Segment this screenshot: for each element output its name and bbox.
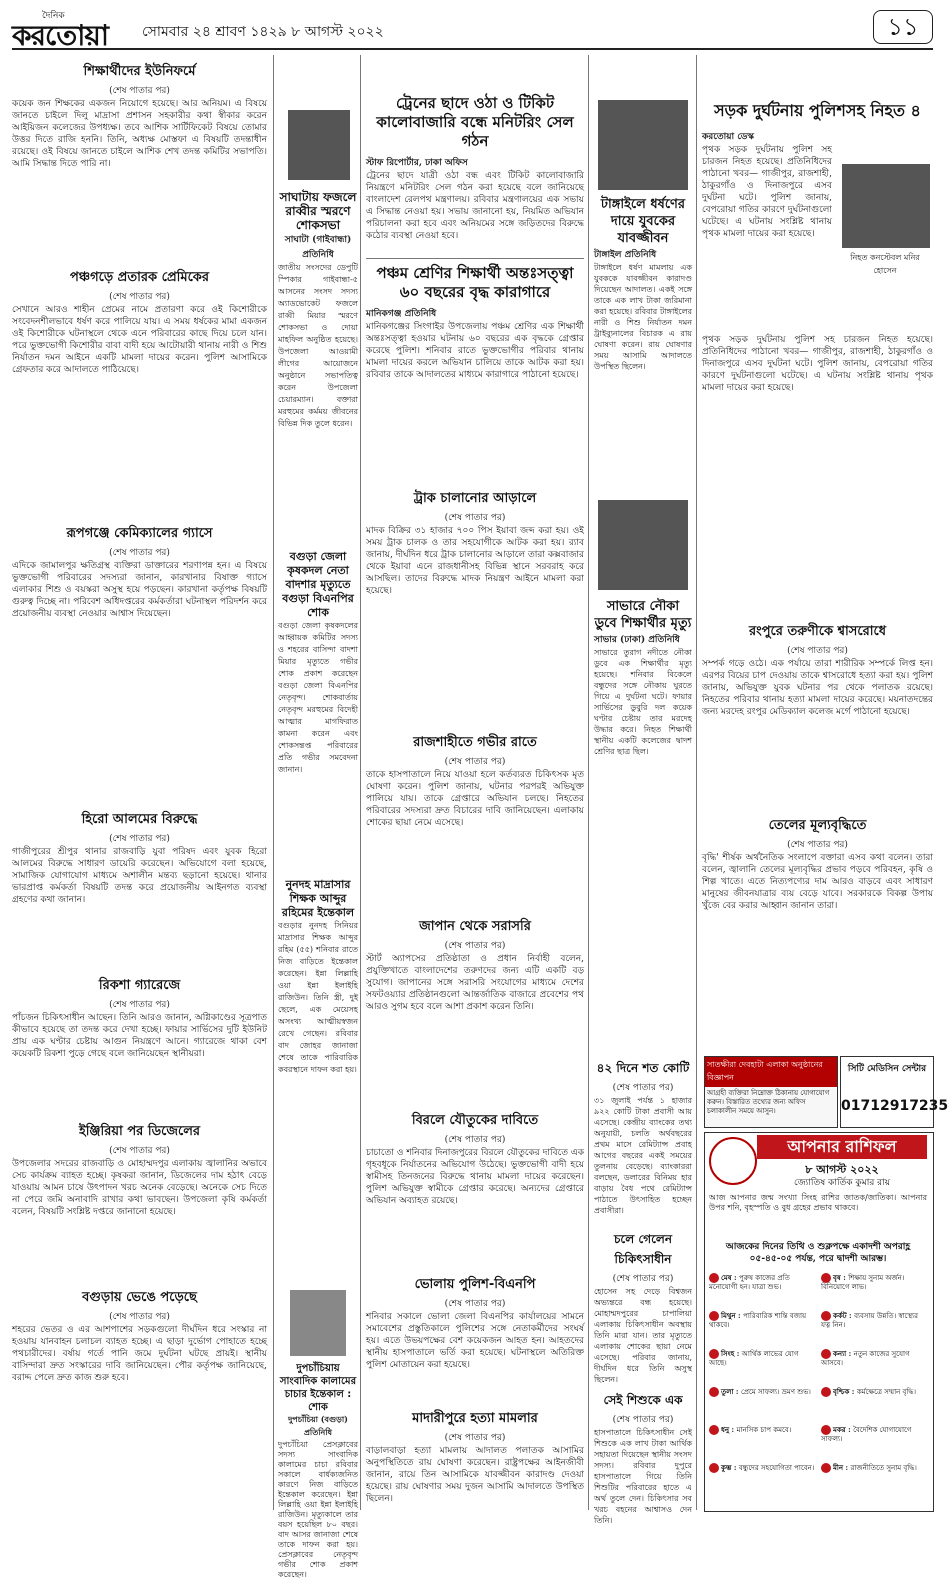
zodiac-text: শিক্ষায় সুনাম অর্জন। বিনিয়োগে লাভ। [821,1274,905,1291]
headline: পঞ্চগড়ে প্রতারক প্রেমিকের [69,270,210,285]
byline: দুপচাঁচিয়া (বগুড়া) প্রতিনিধি [288,1414,348,1437]
zodiac-icon [709,1273,719,1283]
article-body: পৃথক সড়ক দুর্ঘটনায় পুলিশ সহ চারজন নিহত হয়েছে। প্রতিনিধিদের পাঠানো খবর— গাজীপুর, রাজশাহী, ঠাকুরগাঁও ও দিনাজপুরে এসব দুর্ঘটনা ঘটে। পুলিশ জানায়, বেপরোয়া গতির কারণে দুর্ঘটনাগুলো ঘটেছে। এ ঘটনায় সংশ্লিষ্ট থানায় পৃথক মামলা দায়ের করা হয়েছে। [702,335,933,393]
headline: বগুড়া জেলা কৃষকদল নেতা বাদশার মৃত্যুতে বগুড়া বিএনপির শোক [282,550,354,619]
continuation: (শেষ পাতার পর) [109,1312,170,1322]
byline: মানিকগঞ্জ প্রতিনিধি [366,309,437,319]
headline: দুপচাঁচিয়ায় সাংবাদিক কালামের চাচার ইন্তেকাল : শোক [279,1363,357,1413]
ad-title: সিটি মেডিসিন সেন্টার [847,1064,927,1074]
zodiac-sign-entry [709,1273,815,1309]
zodiac-name: কুম্ভ : [721,1463,739,1472]
dateline: সোমবার ২৪ শ্রাবণ ১৪২৯ ৮ আগস্ট ২০২২ [142,24,384,40]
column-divider [360,55,361,1510]
horoscope-box [704,1132,934,1512]
zodiac-sign-entry [709,1349,815,1385]
zodiac-sign-entry [821,1463,927,1499]
article-body: বগুড়া জেলা কৃষকদলের আহ্বায়ক কমিটির সদস্য ও শহরের বাসিন্দা বাদশা মিয়ার মৃত্যুতে গভীর শোক প্রকাশ করেছেন বগুড়া জেলা বিএনপির নেতৃবৃন্দ। শোকবার্তায় নেতৃবৃন্দ মরহুমের বিদেহী আত্মার মাগফিরাত কামনা করেন এবং শোকসন্তপ্ত পরিবারের প্রতি গভীর সমবেদনা জানান। [278,621,358,774]
headline: ৪২ দিনে শত কোটি [596,1061,690,1075]
zodiac-sign-entry [821,1425,927,1461]
column-4-bottom [594,1060,692,1525]
continuation: (শেষ পাতার পর) [444,513,506,523]
headline: ট্রেনের ছাদে ওঠা ও টিকিট কালোবাজারি বন্ধে মনিটরিং সেল গঠন [376,94,574,150]
continuation: (শেষ পাতার পর) [787,646,848,656]
continuation: (শেষ পাতার পর) [612,1415,674,1425]
zodiac-name: মেষ : [721,1273,740,1282]
page-number: ১১ [873,10,933,44]
headline: ইঞ্জিরিয়া পর ডিজেলের [78,1124,201,1139]
article-body: সম্পর্ক গড়ে ওঠে। এক পর্যায়ে তারা শারীরিক সম্পর্কে লিপ্ত হন। এরপর বিয়ের চাপ দেওয়ায় তাকে শ্বাসরোধে হত্যা করা হয়। পুলিশ জানায়, অভিযুক্ত যুবক ঘটনার পর থেকে পলাতক রয়েছে। নিহতের পরিবার থানায় হত্যা মামলা দায়ের করেছে। ময়নাতদন্তের জন্য মরদেহ রংপুর মেডিক্যাল কলেজ মর্গে পাঠানো হয়েছে। [702,659,933,717]
article-body: পৃথক সড়ক দুর্ঘটনায় পুলিশ সহ চারজন নিহত হয়েছে। প্রতিনিধিদের পাঠানো খবর— গাজীপুর, রাজশাহী, ঠাকুরগাঁও ও দিনাজপুরে এসব দুর্ঘটনা ঘটে। পুলিশ জানায়, বেপরোয়া গতির কারণে দুর্ঘটনাগুলো ঘটেছে। এ ঘটনায় সংশ্লিষ্ট থানায় পৃথক মামলা দায়ের করা হয়েছে। [702,145,832,239]
headline: পঞ্চম শ্রেণির শিক্ষার্থী অন্তঃসত্ত্বা ৬০ বছরের বৃদ্ধ কারাগারে [376,264,574,301]
zodiac-icon [821,1273,831,1283]
column-3 [366,58,584,1508]
byline: স্টাফ রিপোর্টার, ঢাকা অফিস [366,158,468,168]
article-body: শহরের ভেতর ও এর আশপাশের সড়কগুলো দীর্ঘদিন ধরে সংস্কার না হওয়ায় যানবাহন চলাচল ব্যাহত হচ্ছে। এ ছাড়া দুর্ভোগ পোহাতে হচ্ছে পথচারীদের। বর্ষায় গর্তে পানি জমে দুর্ঘটনা ঘটছে প্রায়ই। স্থানীয় বাসিন্দারা দ্রুত সংস্কারের দাবি জানিয়েছেন। পৌর কর্তৃপক্ষ জানিয়েছে, বরাদ্দ পেলে দ্রুত কাজ শুরু হবে। [12,1325,267,1383]
zodiac-text: মানসিক চাপ কমবে। [736,1426,792,1434]
portrait-photo [598,100,688,190]
byline: সাঘাটা (গাইবান্ধা) প্রতিনিধি [284,235,352,260]
zodiac-sign-entry [821,1349,927,1385]
column-1 [12,58,267,1508]
zodiac-text: বৈদেশিক যোগাযোগে সাফল্য। [821,1426,912,1443]
article-body: সাভারে তুরাগ নদীতে নৌকা ডুবে এক শিক্ষার্থীর মৃত্যু হয়েছে। শনিবার বিকেলে বন্ধুদের সঙ্গে নৌকায় ঘুরতে গিয়ে এ দুর্ঘটনা ঘটে। ফায়ার সার্ভিসের ডুবুরি দল কয়েক ঘণ্টার চেষ্টায় তার মরদেহ উদ্ধার করে। নিহত শিক্ষার্থী স্থানীয় একটি কলেজের দ্বাদশ শ্রেণির ছাত্র ছিল। [594,648,692,756]
article-body: ট্রেনের ছাদে যাত্রী ওঠা বন্ধ এবং টিকিট কালোবাজারি নিয়ন্ত্রণে মনিটরিং সেল গঠন করা হয়েছে বলে জানিয়েছে বাংলাদেশ রেলপথ মন্ত্রণালয়। রবিবার মন্ত্রণালয়ের এক সভায় এ সিদ্ধান্ত নেওয়া হয়। সভায় জানানো হয়, নিয়মিত অভিযান পরিচালনা করা হবে এবং অনিয়মের সঙ্গে জড়িতদের বিরুদ্ধে কঠোর ব্যবস্থা নেওয়া হবে। [366,171,584,241]
column-divider [696,55,697,1510]
zodiac-wheel-icon [709,1137,757,1185]
zodiac-name: মিথুন : [721,1311,744,1320]
article-body: বগুড়ার নুনদহ সিনিয়র মাদ্রাসার শিক্ষক আব্দুর রহিম (৫৫) শনিবার রাতে নিজ বাড়িতে ইন্তেকাল করেছেন। ইন্না লিল্লাহি ওয়া ইন্না ইলাইহি রাজিউন। তিনি স্ত্রী, দুই ছেলে, এক মেয়েসহ অসংখ্য আত্মীয়স্বজন রেখে গেছেন। রবিবার বাদ জোহর জানাজা শেষে তাকে পারিবারিক কবরস্থানে দাফন করা হয়। [278,921,358,1074]
zodiac-sign-entry [709,1425,815,1461]
article-body: উপজেলার সদরের রাজবাড়ি ও মোহাম্মদপুর এলাকায় জ্বালানির অভাবে সেচ কার্যক্রম ব্যাহত হচ্ছে। কৃষকরা জানান, ডিজেলের দাম হঠাৎ বেড়ে যাওয়ায় আমন চাষে উৎপাদন খরচ অনেক বেড়েছে। অনেকে সেচ দিতে না পেরে জমি অনাবাদি রাখার কথা ভাবছেন। উপজেলা কৃষি কর্মকর্তা বলেন, বিষয়টি সংশ্লিষ্ট দপ্তরে জানানো হয়েছে। [12,1159,267,1217]
zodiac-icon [709,1311,719,1321]
logo-big: করতোয়া [12,19,108,52]
zodiac-name: কর্কট : [833,1311,855,1320]
continuation: (শেষ পাতার পর) [444,941,506,951]
continuation: (শেষ পাতার পর) [109,834,170,844]
zodiac-text: কর্মক্ষেত্রে সম্মান বৃদ্ধি। [856,1388,917,1396]
zodiac-name: মীন : [833,1463,851,1472]
headline: রিকশা গ্যারেজে [98,978,181,993]
article-body: সেখানে আরও শাহীন প্রেমের নামে প্রতারণা করে ওই কিশোরীকে সংবেদনশীলভাবে ধর্ষণ করে পালিয়ে যায়। এ সময় ধর্ষকের মামা একজন ওই কিশোরীকে ঘটনাস্থলে থেকে এনে পরিবারের কাছে দিয়ে চলে যান। পরে ভুক্তভোগী কিশোরীর বাবা বাদী হয়ে আটোয়ারী থানায় নারী ও শিশু নির্যাতন দমন আইনে একটি মামলা দায়ের করেন। পুলিশ আসামিকে গ্রেফতার করে আদালতে পাঠিয়েছে। [12,305,267,375]
zodiac-icon [709,1463,719,1473]
masthead [12,8,933,50]
headline: সাভারে নৌকা ডুবে শিক্ষার্থীর মৃত্যু [594,599,692,631]
zodiac-sign-entry [821,1273,927,1309]
zodiac-name: তুলা : [721,1387,741,1396]
zodiac-text: নতুন কাজের সুযোগ আসবে। [821,1350,910,1367]
headline: বিরলে যৌতুকের দাবিতে [411,1113,539,1128]
medicine-ad [840,1056,948,1128]
headline: রূপগঞ্জে কেমিক্যালের গ্যাসে [66,526,213,541]
headline: রংপুরে তরুণীকে শ্বাসরোধে [748,624,887,639]
headline: মাদারীপুরে হত্যা মামলার [412,1411,538,1426]
article-body: চাচাতো ও শনিবার দিনাজপুরের বিরলে যৌতুকের দাবিতে এক গৃহবধূকে নির্যাতনের অভিযোগ উঠেছে। ভুক্তভোগী বাদী হয়ে স্বামীসহ তিনজনের বিরুদ্ধে থানায় মামলা দায়ের করেছেন। পুলিশ অভিযুক্ত স্বামীকে গ্রেপ্তার করেছে। অন্যদের গ্রেপ্তারে অভিযান অব্যাহত রয়েছে। [366,1148,584,1206]
portrait-photo [290,1290,346,1356]
ad-title: সাতক্ষীরা দেবহাটা এলাকা অনুষ্ঠানের বিজ্ঞাপন [705,1057,837,1087]
article-body: স্টার্ট অ্যাপসের প্রতিষ্ঠাতা ও প্রধান নির্বাহী বলেন, প্রযুক্তিখাতে বাংলাদেশের তরুণদের জন্য এটি একটি বড় সুযোগ। জাপানের সঙ্গে সরাসরি সংযোগের মাধ্যমে দেশের সফটওয়্যার প্রতিষ্ঠানগুলো আন্তর্জাতিক বাজারে প্রবেশের পথ আরও সুগম হবে বলে আশা প্রকাশ করেন তিনি। [366,954,584,1012]
article-body: মাদক বিক্রির ৩১ হাজার ৭০০ পিস ইয়াবা জব্দ করা হয়। ওই সময় ট্রাক চালক ও তার সহযোগীকে আটক করা হয়। র‍্যাব জানায়, দীর্ঘদিন ধরে ট্রাক চালানোর আড়ালে তারা কক্সবাজার থেকে ইয়াবা এনে রাজধানীসহ বিভিন্ন স্থানে সরবরাহ করে আসছিল। তাদের বিরুদ্ধে মাদক নিয়ন্ত্রণ আইনে মামলা করা হয়েছে। [366,526,584,596]
zodiac-icon [821,1349,831,1359]
column-2-bottom [278,1362,358,1579]
article-body: দুপচাঁচিয়া প্রেসক্লাবের সদস্য সাংবাদিক কালামের চাচা রবিবার সকালে বার্ধক্যজনিত কারণে নিজ বাড়িতে ইন্তেকাল করেছেন। ইন্না লিল্লাহি ওয়া ইন্না ইলাইহি রাজিউন। মৃত্যুকালে তার বয়স হয়েছিল ৮০ বছর। বাদ আসর জানাজা শেষে তাকে দাফন করা হয়। প্রেসক্লাবের নেতৃবৃন্দ গভীর শোক প্রকাশ করেছেন। [278,1440,358,1579]
horoscope-author: জ্যোতিষ কার্তিক কুমার রায় [793,1178,891,1188]
zodiac-text: রাজনীতিতে সুনাম বৃদ্ধি। [850,1464,917,1472]
ad-phone: 01712917235 [841,1098,948,1114]
continuation: (শেষ পাতার পর) [109,1000,170,1010]
column-4-mid [594,598,692,918]
headline: ট্রাক চালানোর আড়ালে [413,491,537,506]
zodiac-sign-entry [709,1311,815,1347]
classified-ad [704,1056,838,1128]
zodiac-name: বৃশ্চিক : [833,1387,857,1396]
zodiac-text: প্রেমে সাফল্য। ভ্রমণ শুভ। [740,1388,811,1396]
headline: জাপান থেকে সরাসরি [419,919,531,934]
article-body: হোসেন সহ দেড়ে বিশ্বজন অভ্যন্তরে বন্ধ হয়েছে। মোহাম্মদপুরের চাপালিয়া এলাকায় চিকিৎসাধীন অবস্থায় তিনি মারা যান। তার মৃত্যুতে এলাকায় শোকের ছায়া নেমে এসেছে। পরিবার জানায়, দীর্ঘদিন ধরে তিনি অসুস্থ ছিলেন। [594,1287,692,1384]
zodiac-text: বন্ধুদের সহযোগিতা পাবেন। [738,1464,815,1472]
continuation: (শেষ পাতার পর) [109,1146,170,1156]
byline: করতোয়া ডেস্ক [702,132,755,142]
zodiac-icon [821,1311,831,1321]
article-body: তাকে হাসপাতালে নিয়ে যাওয়া হলে কর্তব্যরত চিকিৎসক মৃত ঘোষণা করেন। পুলিশ জানায়, ঘটনার পরপরই অভিযুক্ত পালিয়ে যায়। তাকে গ্রেপ্তারে অভিযান চলছে। নিহতের পরিবারের সদস্যরা দ্রুত বিচারের দাবি জানিয়েছেন। এলাকায় শোকের ছায়া নেমে এসেছে। [366,770,584,828]
zodiac-name: কন্যা : [833,1349,854,1358]
continuation: (শেষ পাতার পর) [612,1274,674,1284]
photo-caption: নিহত কনস্টেবল মনির হোসেন [850,253,920,275]
zodiac-name: সিংহ : [721,1349,742,1358]
article-body: পাঁচজন চিকিৎসাধীন আছেন। তিনি আরও জানান, অগ্নিকাণ্ডের সূত্রপাত কীভাবে হয়েছে তা তদন্ত করে দেখা হচ্ছে। ফায়ার সার্ভিসের দুটি ইউনিট প্রায় এক ঘণ্টার চেষ্টায় আগুন নিয়ন্ত্রণে আনে। গ্যারেজে থাকা বেশ কয়েকটি রিকশা পুড়ে গেছে বলে জানিয়েছেন স্থানীয়রা। [12,1013,267,1059]
zodiac-name: মকর : [833,1425,854,1434]
zodiac-text: পুরুষ কাজের প্রতি মনোযোগী হন। যাত্রা শুভ। [709,1274,790,1291]
horoscope-intro: আজ আপনার জন্ম সংখ্যা সিংহ রাশির জাতক/জাতিকা। আপনার উপর শনি, বৃহস্পতি ও বুধ গ্রহের প্রভাব থাকবে। [709,1193,927,1212]
article-body: কয়েক জন শিক্ষকের একজন নিয়োগে হয়েছে। আর অনিয়ম। এ বিষয়ে জানতে চাইলে দিলু মাদ্রাসা প্রশাসন সহকারীর কথা স্বীকার করেন আইয়িজন কলেজের উপধ্যক্ষ। তবে আশিক সার্টিফিকেট বিষয়ে তোমার উত্তর দিতে রাজি হননি। তিনি, অধ্যক্ষ মোস্তফা এ বিষয়টি তদন্তাধীন রয়েছে। ওই বিষয়ে জানতে চাইলে আশিক শেখ তদন্ত কমিটির সভাপতি। আমি সিদ্ধান্ত দিতে পারি না। [12,99,267,169]
column-4-top [594,196,692,496]
zodiac-icon [821,1463,831,1473]
column-divider [273,55,274,1510]
continuation: (শেষ পাতার পর) [444,1433,506,1443]
zodiac-name: ধনু : [721,1425,737,1434]
horoscope-lucky: আজকের দিনের তিথি ও শুক্লপক্ষে একাদশী অপরাহ্ণ ০৫-৪৫-০৫ পর্যন্ত, পরে দ্বাদশী আরম্ভ। [725,1242,911,1264]
article-body: টাঙ্গাইলে ধর্ষণ মামলায় এক যুবককে যাবজ্জীবন কারাদণ্ড দিয়েছেন আদালত। একই সঙ্গে তাকে এক লাখ টাকা জরিমানা করা হয়েছে। রবিবার টাঙ্গাইলের নারী ও শিশু নির্যাতন দমন ট্রাইব্যুনালের বিচারক এ রায় ঘোষণা করেন। রায় ঘোষণার সময় আসামি আদালতে উপস্থিত ছিলেন। [594,263,692,371]
headline: সাঘাটায় ফজলে রাব্বীর স্মরণে শোকসভা [279,190,357,232]
headline: নুনদহ মাদ্রাসার শিক্ষক আব্দুর রহিমের ইন্তেকাল [281,878,355,919]
zodiac-sign-entry [709,1463,815,1499]
continuation: (শেষ পাতার পর) [109,548,170,558]
zodiac-icon [821,1425,831,1435]
zodiac-text: আর্থিক লাভের যোগ আছে। [709,1350,799,1367]
zodiac-icon [709,1387,719,1397]
continuation: (শেষ পাতার পর) [109,86,170,96]
logo-small: দৈনিক [42,11,65,21]
article-body: মানিকগঞ্জের সিংগাইর উপজেলায় পঞ্চম শ্রেণির এক শিক্ষার্থী অন্তঃসত্ত্বা হওয়ার ঘটনায় ৬০ বছরের এক বৃদ্ধকে গ্রেপ্তার করেছে পুলিশ। শনিবার রাতে ভুক্তভোগীর পরিবার থানায় মামলা দায়ের করলে অভিযান চালিয়ে তাকে আটক করা হয়। রবিবার তাকে আদালতের মাধ্যমে কারাগারে পাঠানো হয়েছে। [366,322,584,380]
divider [366,258,584,259]
continuation: (শেষ পাতার পর) [444,1299,506,1309]
zodiac-icon [709,1349,719,1359]
portrait-photo [598,500,688,590]
ad-text: আগ্রহী ব্যক্তিরা নিম্নোক্ত ঠিকানায় যোগাযোগ করুন। বিস্তারিত তথ্যের জন্য অফিস চলাকালীন সময়ে আসুন। [707,1089,830,1115]
article-body: শনিবার সকালে ভোলা জেলা বিএনপির কার্যালয়ের সামনে সমাবেশের প্রস্তুতিকালে পুলিশের সঙ্গে নেতাকর্মীদের সংঘর্ষ হয়। এতে উভয়পক্ষের বেশ কয়েকজন আহত হন। আহতদের স্থানীয় হাসপাতালে ভর্তি করা হয়েছে। ঘটনাস্থলে অতিরিক্ত পুলিশ মোতায়েন করা হয়েছে। [366,1312,584,1370]
headline: রাজশাহীতে গভীর রাতে [413,735,537,750]
article-body: গাজীপুরের শ্রীপুর থানার রাজবাড়ি যুবা পরিষদ এবং যুবক হিরো আলমের বিরুদ্ধে সাধারণ ডায়েরি করেছেন। অভিযোগে বলা হয়েছে, সামাজিক যোগাযোগ মাধ্যমে অশালীন মন্তব্য ছড়ানো হয়েছে। থানার ভারপ্রাপ্ত কর্মকর্তা বিষয়টি তদন্ত করে প্রয়োজনীয় আইনগত ব্যবস্থা গ্রহণের কথা জানান। [12,847,267,905]
headline: সেই শিশুকে এক [603,1393,683,1407]
headline: সড়ক দুর্ঘটনায় পুলিশসহ নিহত ৪ [714,101,921,120]
zodiac-icon [709,1425,719,1435]
byline: টাঙ্গাইল প্রতিনিধি [594,250,657,260]
continuation: (শেষ পাতার পর) [787,840,848,850]
headline: তেলের মূল্যবৃদ্ধিতে [768,818,867,833]
headline: চলে গেলেন চিকিৎসাধীন [613,1232,673,1266]
headline: বগুড়ায় ভেঙে পড়েছে [82,1290,197,1305]
continuation: (শেষ পাতার পর) [612,1083,674,1093]
zodiac-sign-entry [821,1387,927,1423]
headline: টাঙ্গাইলে ধর্ষণের দায়ে যুবকের যাবজ্জীবন [600,197,686,246]
article-body: বাড়ালবাড়া হত্যা মামলায় আদালত পলাতক আসামির অনুপস্থিতিতে রায় ঘোষণা করেছেন। রাষ্ট্রপক্ষের আইনজীবী জানান, রায়ে তিন আসামিকে যাবজ্জীবন কারাদণ্ড দেওয়া হয়েছে। রায় ঘোষণার সময় দুজন আসামি আদালতে উপস্থিত ছিলেন। [366,1446,584,1504]
article-body: ৩১ জুলাই পর্যন্ত ১ হাজার ৯২২ কোটি টাকা প্রবাসী আয় এসেছে। কেন্দ্রীয় ব্যাংকের তথ্য অনুযায়ী, চলতি অর্থবছরের প্রথম মাসে রেমিট্যান্স প্রবাহ আগের বছরের একই সময়ের তুলনায় বেড়েছে। ব্যাংকাররা বলছেন, ডলারের বিনিময় হার বাড়ায় বৈধ পথে রেমিট্যান্স পাঠাতে উৎসাহিত হচ্ছেন প্রবাসীরা। [594,1096,692,1215]
zodiac-icon [821,1387,831,1397]
portrait-photo [842,164,930,248]
byline: সাভার (ঢাকা) প্রতিনিধি [594,635,680,645]
continuation: (শেষ পাতার পর) [444,757,506,767]
column-divider [588,55,589,1510]
headline: শিক্ষার্থীদের ইউনিফর্মে [83,64,196,79]
horoscope-title: আপনার রাশিফল [757,1135,927,1159]
article-body: বৃদ্ধি' শীর্ষক অর্থনৈতিক সংলাপে বক্তারা এসব কথা বলেন। তারা বলেন, জ্বালানি তেলের মূল্যবৃদ্ধির প্রভাব পড়বে পরিবহন, কৃষি ও শিল্প খাতে। এতে নিত্যপণ্যের দাম আরও বাড়বে এবং সাধারণ মানুষের জীবনযাত্রার ব্যয় বেড়ে যাবে। সরকারকে বিকল্প উপায় খুঁজে বের করার আহ্বান জানান তারা। [702,853,933,911]
headline: হিরো আলমের বিরুদ্ধে [81,812,198,827]
headline: ভোলায় পুলিশ-বিএনপি [414,1277,536,1292]
zodiac-text: ব্যবসায় উন্নতি। স্বাস্থ্যের যত্ন নিন। [821,1312,918,1329]
continuation: (শেষ পাতার পর) [109,292,170,302]
horoscope-date: ৮ আগস্ট ২০২২ [805,1163,879,1176]
zodiac-text: পারিবারিক শান্তি বজায় থাকবে। [709,1312,807,1329]
article-body: এদিকে জামালপুর ক্ষতিগ্রস্থ ব্যক্তিরা ডাক্তারের শরণাপন্ন হন। এ বিষয়ে ভুক্তভোগী পরিবারের সদস্যরা জানান, কারখানার বিষাক্ত গ্যাসে এলাকার শিশু ও বয়স্করা অসুস্থ হয়ে পড়ছেন। কারখানা কর্তৃপক্ষ বিষয়টি গুরুত্ব দিচ্ছে না। পরিবেশ অধিদপ্তরের কর্মকর্তারা ঘটনাস্থল পরিদর্শন করে প্রয়োজনীয় ব্যবস্থা নেওয়ার আশ্বাস দিয়েছেন। [12,561,267,619]
zodiac-sign-entry [821,1311,927,1347]
newspaper-logo [12,8,132,52]
zodiac-sign-entry [709,1387,815,1423]
zodiac-name: বৃষ : [833,1273,849,1282]
article-body: জাতীয় সংসদের ডেপুটি স্পিকার গাইবান্ধা-৫ আসনের সংসদ সদস্য অ্যাডভোকেট ফজলে রাব্বী মিয়ার স্মরণে শোকসভা ও দোয়া মাহফিল অনুষ্ঠিত হয়েছে। উপজেলা আওয়ামী লীগের আয়োজনে অনুষ্ঠানে সভাপতিত্ব করেন উপজেলা চেয়ারম্যান। বক্তারা মরহুমের কর্মময় জীবনের বিভিন্ন দিক তুলে ধরেন। [278,263,358,428]
continuation: (শেষ পাতার পর) [444,1135,506,1145]
article-body: হাসপাতালে চিকিৎসাধীন সেই শিশুকে এক লাখ টাকা আর্থিক সহায়তা দিয়েছেন স্থানীয় সংসদ সদস্য। রবিবার দুপুরে হাসপাতালে গিয়ে তিনি শিশুটির পরিবারের হাতে এ অর্থ তুলে দেন। চিকিৎসার সব খরচ বহনের আশ্বাসও দেন তিনি। [594,1428,692,1525]
